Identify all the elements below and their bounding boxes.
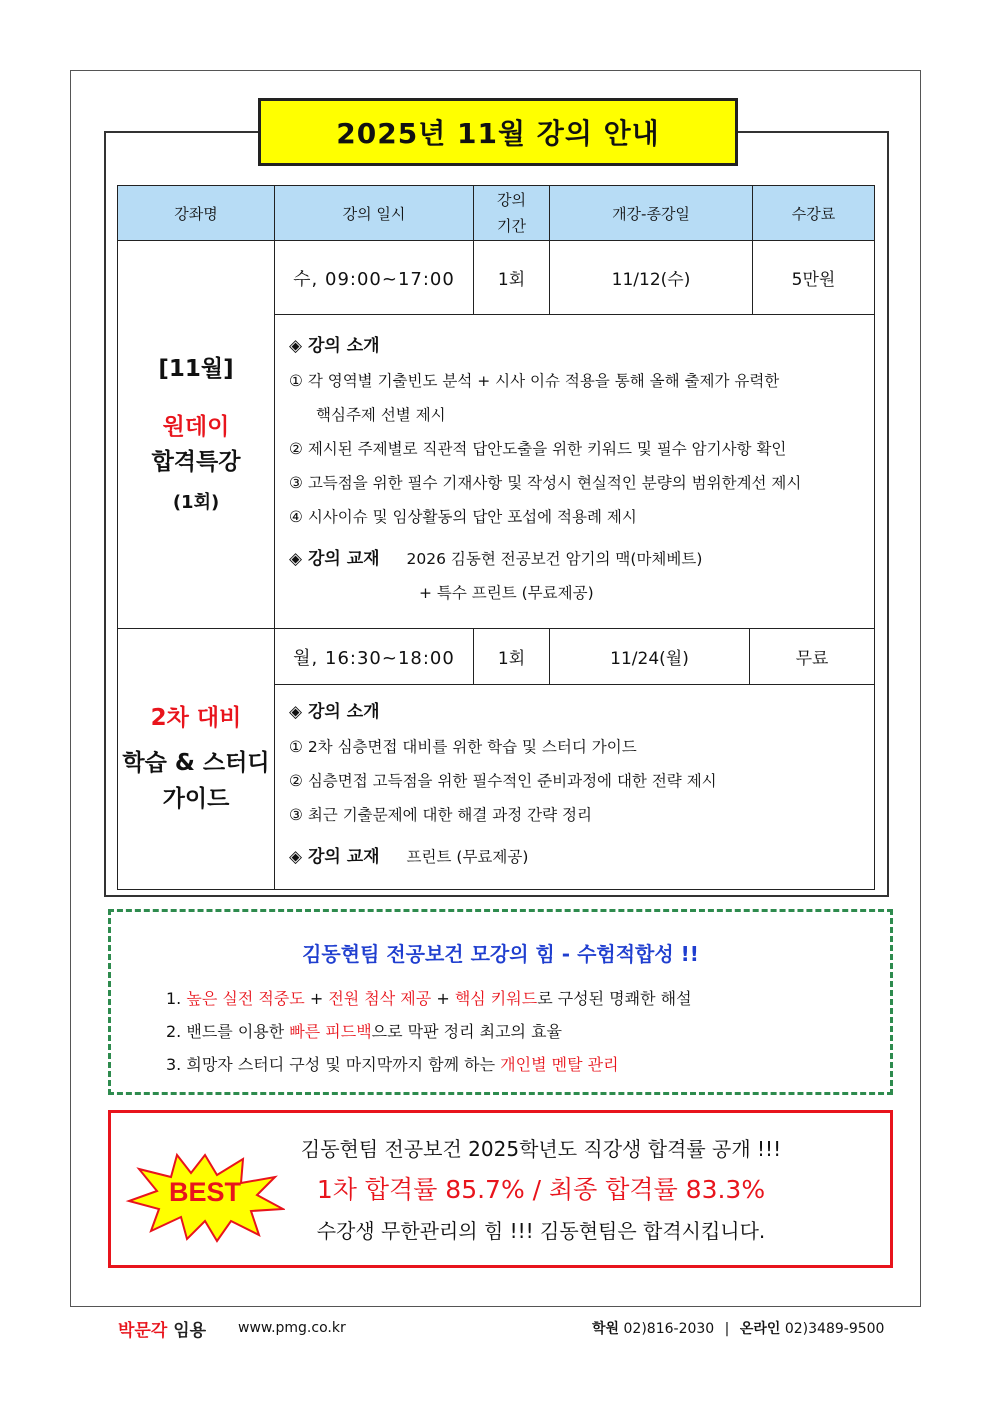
course-1-detail — [275, 328, 874, 610]
header-dates: 개강-종강일 — [550, 186, 753, 241]
course-2-title-2: 가이드 — [162, 785, 230, 812]
footer-online-phone: 02)3489-9500 — [784, 1321, 885, 1337]
course-2-detail — [275, 694, 874, 874]
footer-separator: | — [724, 1321, 730, 1337]
footer-url[interactable]: www.pmg.co.kr — [238, 1320, 346, 1336]
course-1-month: [11월] — [158, 356, 234, 383]
course-1-intro-item: ③ 고득점을 위한 필수 기재사항 및 작성시 현실적인 분량의 범위한계선 제시 — [289, 474, 802, 492]
promo-title: 김동현팀 전공보건 모강의 힘 - 수험적합성 !! — [302, 942, 699, 966]
promo-item-num: 2. — [166, 1022, 182, 1041]
page-title: 2025년 11월 강의 안내 — [258, 98, 738, 166]
schedule-table — [117, 185, 875, 890]
footer-logo — [118, 1316, 206, 1341]
promo-item-part: 밴드를 이용한 — [186, 1022, 290, 1041]
best-line-3: 수강생 무한관리의 힘 !!! 김동현팀은 합격시킵니다. — [316, 1219, 766, 1243]
best-line-2: 1차 합격률 85.7% / 최종 합격률 83.3% — [316, 1175, 766, 1204]
course-1-fee: 5만원 — [753, 241, 874, 315]
promo-item-3 — [166, 1052, 619, 1075]
footer-academy-phone: 02)816-2030 — [623, 1321, 715, 1337]
promo-item-num: 1. — [166, 989, 182, 1008]
course-2-dates: 11/24(월) — [550, 629, 750, 685]
course-1-dates: 11/12(수) — [550, 241, 753, 315]
course-2-textbook: 프린트 (무료제공) — [406, 848, 529, 866]
header-course-name: 강좌명 — [118, 186, 275, 241]
course-2-intro-item: ② 심층면접 고득점을 위한 필수적인 준비과정에 대한 전략 제시 — [289, 772, 717, 790]
course-2-intro-label: ◈ 강의 소개 — [289, 702, 380, 722]
course-1-intro-item: 핵심주제 선별 제시 — [316, 406, 446, 424]
promo-item-part: + — [304, 989, 329, 1008]
promo-box — [108, 909, 893, 1095]
course-1-textbook: 2026 김동현 전공보건 암기의 맥(마체베트) — [406, 550, 703, 568]
course-2-intro-item: ③ 최근 기출문제에 대한 해결 과정 간략 정리 — [289, 806, 592, 824]
footer-logo-brand: 박문각 — [118, 1321, 168, 1341]
course-2-title: 학습 & 스터디 — [122, 750, 270, 777]
footer-contact — [592, 1318, 884, 1338]
header-schedule: 강의 일시 — [275, 186, 474, 241]
footer-logo-sub: 임용 — [173, 1321, 207, 1341]
course-2-prep: 2차 대비 — [150, 704, 242, 731]
course-2-fee: 무료 — [750, 629, 874, 685]
best-line-1: 김동현팀 전공보건 2025학년도 직강생 합격률 공개 !!! — [300, 1137, 782, 1161]
promo-item-part: 으로 막판 정리 최고의 효율 — [371, 1022, 563, 1041]
promo-item-2 — [166, 1019, 562, 1042]
course-1-intro-item: ④ 시사이슈 및 임상활동의 답안 포섭에 적용례 제시 — [289, 508, 637, 526]
course-1-oneday: 원데이 — [162, 413, 230, 440]
promo-item-part: 빠른 피드백 — [289, 1022, 372, 1041]
course-1-textbook-label: ◈ 강의 교재 — [289, 549, 380, 569]
footer-academy-label: 학원 — [592, 1321, 620, 1337]
course-1-intro-label: ◈ 강의 소개 — [289, 336, 380, 356]
course-1-intro-item: ② 제시된 주제별로 직관적 답안도출을 위한 키워드 및 필수 암기사항 확인 — [289, 440, 787, 458]
promo-item-1 — [166, 986, 692, 1009]
promo-item-part: 높은 실전 적중도 — [186, 989, 305, 1008]
course-2-schedule: 월, 16:30~18:00 — [275, 629, 474, 685]
promo-item-part: 희망자 스터디 구성 및 마지막까지 함께 하는 — [186, 1055, 501, 1074]
course-1-intro-item: ① 각 영역별 기출빈도 분석 + 시사 이슈 적용을 통해 올해 출제가 유력한 — [289, 372, 780, 390]
promo-item-part: 로 구성된 명쾌한 해설 — [537, 989, 692, 1008]
best-box — [108, 1110, 893, 1268]
course-2-intro-item: ① 2차 심층면접 대비를 위한 학습 및 스터디 가이드 — [289, 738, 637, 756]
course-1-textbook-extra: + 특수 프린트 (무료제공) — [419, 584, 594, 602]
course-1-count: (1회) — [172, 492, 220, 514]
best-badge: BEST — [168, 1177, 241, 1207]
promo-item-num: 3. — [166, 1055, 182, 1074]
header-duration: 강의 기간 — [474, 186, 550, 241]
promo-item-part: 전원 첨삭 제공 — [328, 989, 432, 1008]
header-fee: 수강료 — [753, 186, 874, 241]
course-2-textbook-label: ◈ 강의 교재 — [289, 847, 380, 867]
promo-item-part: 핵심 키워드 — [454, 989, 538, 1008]
course-2-name — [118, 629, 275, 889]
course-1-duration: 1회 — [474, 241, 550, 315]
promo-item-part: 개인별 멘탈 관리 — [500, 1055, 619, 1074]
promo-item-part: + — [431, 989, 455, 1008]
course-1-schedule: 수, 09:00~17:00 — [275, 241, 474, 315]
course-1-name — [118, 241, 275, 629]
course-1-title: 합격특강 — [151, 449, 241, 476]
footer-online-label: 온라인 — [739, 1321, 781, 1337]
course-2-duration: 1회 — [474, 629, 550, 685]
